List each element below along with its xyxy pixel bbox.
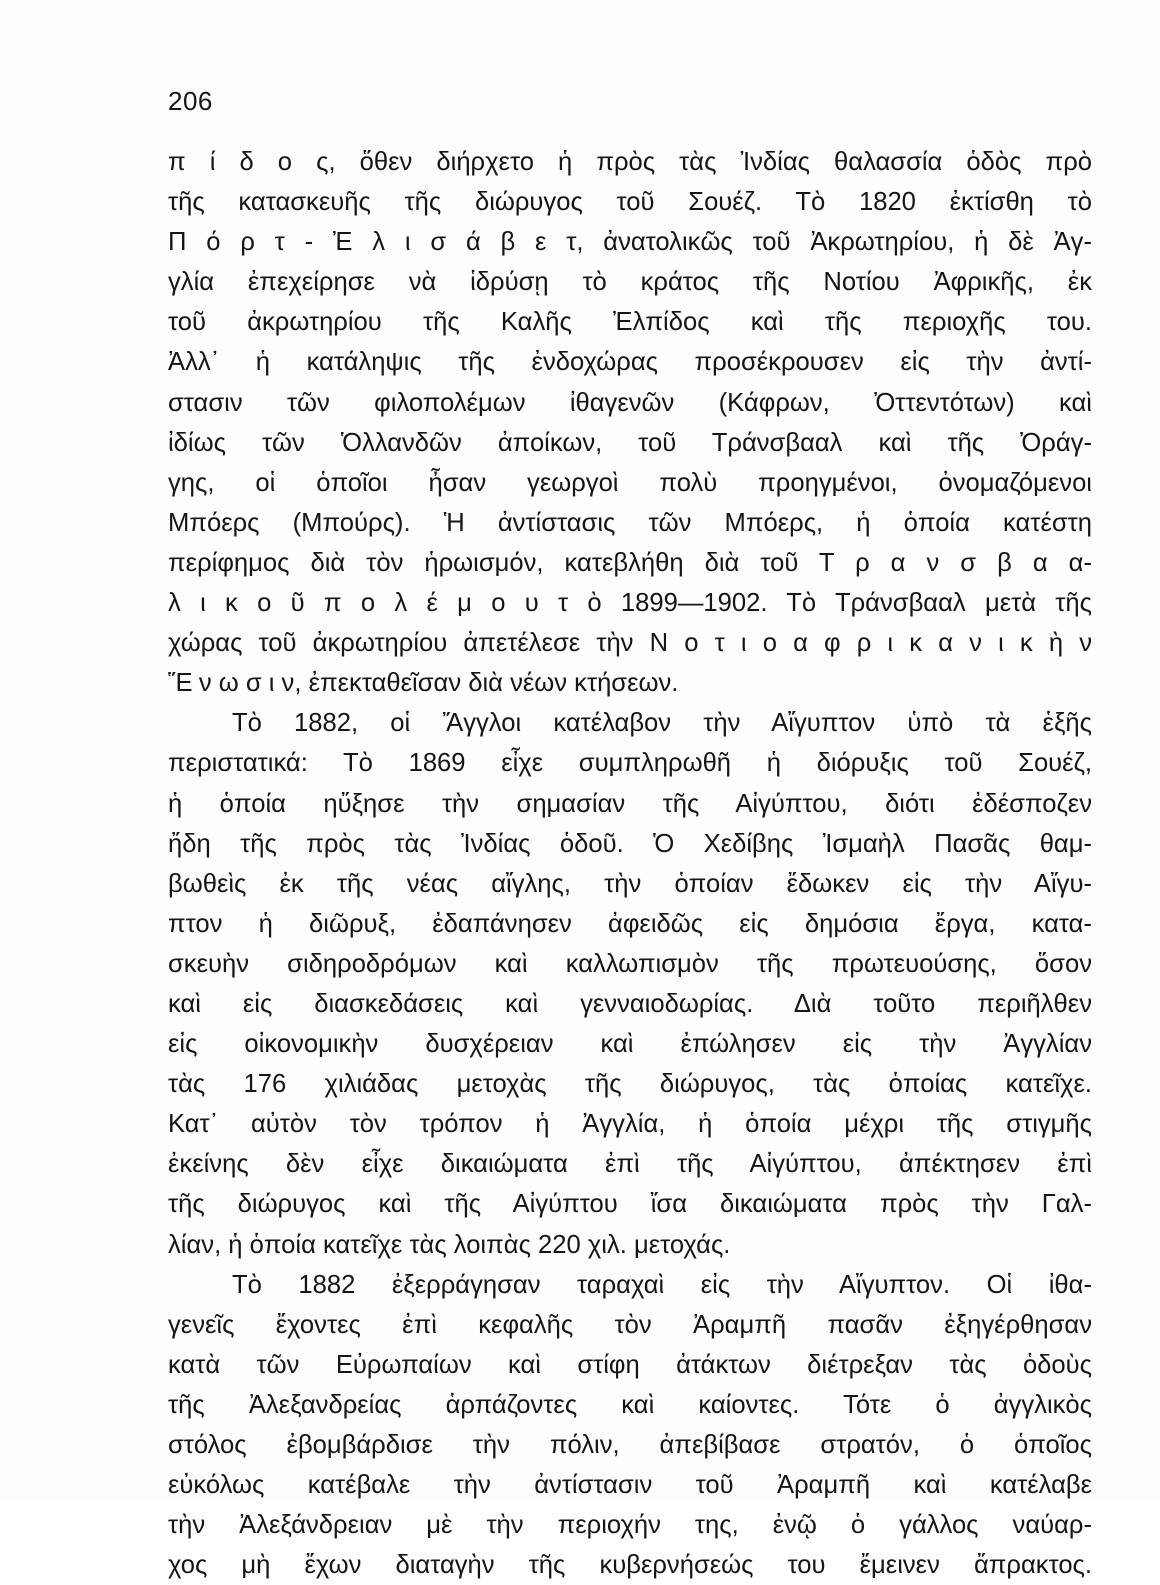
text-line-paragraph-start: Τὸ 1882 ἐξερράγησαν ταραχαὶ εἰς τὴν Αἴγυπτον. Οἱ ἰθα- — [232, 1270, 1092, 1299]
text-line: σκευὴν σιδηροδρόμων καὶ καλλωπισμὸν τῆς πρωτευούσης, ὅσον — [168, 949, 1092, 978]
text-line: κατὰ τῶν Εὐρωπαίων καὶ στίφη ἀτάκτων διέτρεξαν τὰς ὁδοὺς — [168, 1350, 1092, 1379]
text-line: γλία ἐπεχείρησε νὰ ἱδρύσῃ τὸ κράτος τῆς Νοτίου Ἀφρικῆς, ἐκ — [168, 268, 1092, 297]
page-number: 206 — [168, 86, 213, 116]
text-line: καὶ εἰς διασκεδάσεις καὶ γενναιοδωρίας. Διὰ τοῦτο περιῆλθεν — [168, 989, 1092, 1018]
text-line: γενεῖς ἔχοντες ἐπὶ κεφαλῆς τὸν Ἀραμπῆ πασᾶν ἐξηγέρθησαν — [168, 1310, 1092, 1339]
text-line: ἡ ὁποία ηὔξησε τὴν σημασίαν τῆς Αἰγύπτου, διότι ἐδέσποζεν — [168, 789, 1092, 818]
text-line-paragraph-start: Τὸ 1882, οἱ Ἄγγλοι κατέλαβον τὴν Αἴγυπτον ὑπὸ τὰ ἑξῆς — [232, 709, 1092, 738]
text-line: Μπόερς (Μπούρς). Ἡ ἀντίστασις τῶν Μπόερς, ἡ ὁποία κατέστη — [168, 508, 1092, 537]
text-line: τὴν Ἀλεξάνδρειαν μὲ τὴν περιοχήν της, ἐνῷ ὁ γάλλος ναύαρ- — [168, 1511, 1092, 1540]
text-line: εἰς οἰκονομικὴν δυσχέρειαν καὶ ἐπώλησεν εἰς τὴν Ἀγγλίαν — [168, 1030, 1092, 1059]
text-line: τῆς διώρυγος καὶ τῆς Αἰγύπτου ἴσα δικαιώματα πρὸς τὴν Γαλ- — [168, 1190, 1092, 1219]
text-line: ἤδη τῆς πρὸς τὰς Ἰνδίας ὁδοῦ. Ὁ Χεδίβης Ἰσμαὴλ Πασᾶς θαμ- — [168, 829, 1092, 858]
text-line: Ἀλλ᾿ ἡ κατάληψις τῆς ἐνδοχώρας προσέκρουσεν εἰς τὴν ἀντί- — [168, 348, 1092, 377]
text-line: τοῦ ἀκρωτηρίου τῆς Καλῆς Ἐλπίδος καὶ τῆς περιοχῆς του. — [168, 308, 1092, 337]
text-line: χος μὴ ἔχων διαταγὴν τῆς κυβερνήσεώς του ἔμεινεν ἄπρακτος. — [168, 1551, 1092, 1580]
text-line: π ί δ ο ς, ὅθεν διήρχετο ἡ πρὸς τὰς Ἰνδίας θαλασσία ὁδὸς πρὸ — [168, 148, 1092, 176]
text-line: Ἕ ν ω σ ι ν, ἐπεκταθεῖσαν διὰ νέων κτήσεων. — [168, 669, 679, 698]
text-line: γης, οἱ ὁποῖοι ἦσαν γεωργοὶ πολὺ προηγμένοι, ὀνομαζόμενοι — [168, 468, 1092, 497]
text-line: στασιν τῶν φιλοπολέμων ἰθαγενῶν (Κάφρων, Ὀττεντότων) καὶ — [168, 388, 1092, 417]
text-line: εὐκόλως κατέβαλε τὴν ἀντίστασιν τοῦ Ἀραμπῆ καὶ κατέλαβε — [168, 1471, 1092, 1500]
text-line: τὰς 176 χιλιάδας μετοχὰς τῆς διώρυγος, τὰς ὁποίας κατεῖχε. — [168, 1070, 1092, 1099]
text-line: Π ό ρ τ - Ἐ λ ι σ ά β ε τ, ἀνατολικῶς τοῦ Ἀκρωτηρίου, ἡ δὲ Ἀγ- — [168, 228, 1092, 257]
text-line: χώρας τοῦ ἀκρωτηρίου ἀπετέλεσε τὴν Ν ο τ ι ο α φ ρ ι κ α ν ι κ ὴ ν — [168, 629, 1092, 658]
text-line: περιστατικά: Τὸ 1869 εἶχε συμπληρωθῆ ἡ διόρυξις τοῦ Σουέζ, — [168, 749, 1092, 778]
body-text — [168, 142, 1092, 1585]
text-line: τῆς κατασκευῆς τῆς διώρυγος τοῦ Σουέζ. Τὸ 1820 ἐκτίσθη τὸ — [168, 188, 1092, 217]
text-line: ἐκείνης δὲν εἶχε δικαιώματα ἐπὶ τῆς Αἰγύπτου, ἀπέκτησεν ἐπὶ — [168, 1150, 1092, 1179]
text-line: στόλος ἐβομβάρδισε τὴν πόλιν, ἀπεβίβασε στρατόν, ὁ ὁποῖος — [168, 1431, 1092, 1459]
text-line: ἰδίως τῶν Ὁλλανδῶν ἀποίκων, τοῦ Τράνσβααλ καὶ τῆς Ὀράγ- — [168, 428, 1092, 457]
text-line: λ ι κ ο ῦ π ο λ έ μ ο υ τ ὸ 1899—1902. Τὸ Τράνσβααλ μετὰ τῆς — [168, 589, 1092, 618]
text-line: λίαν, ἡ ὁποία κατεῖχε τὰς λοιπὰς 220 χιλ. μετοχάς. — [168, 1230, 731, 1259]
text-line: βωθεὶς ἐκ τῆς νέας αἴγλης, τὴν ὁποίαν ἔδωκεν εἰς τὴν Αἴγυ- — [168, 869, 1092, 898]
text-line: τῆς Ἀλεξανδρείας ἁρπάζοντες καὶ καίοντες. Τότε ὁ ἀγγλικὸς — [168, 1390, 1092, 1419]
text-line: πτον ἡ διῶρυξ, ἐδαπάνησεν ἀφειδῶς εἰς δημόσια ἔργα, κατα- — [168, 909, 1092, 938]
text-line: περίφημος διὰ τὸν ἡρωισμόν, κατεβλήθη διὰ τοῦ Τ ρ α ν σ β α α- — [168, 548, 1092, 577]
text-line: Κατ᾿ αὐτὸν τὸν τρόπον ἡ Ἀγγλία, ἡ ὁποία μέχρι τῆς στιγμῆς — [168, 1110, 1092, 1139]
